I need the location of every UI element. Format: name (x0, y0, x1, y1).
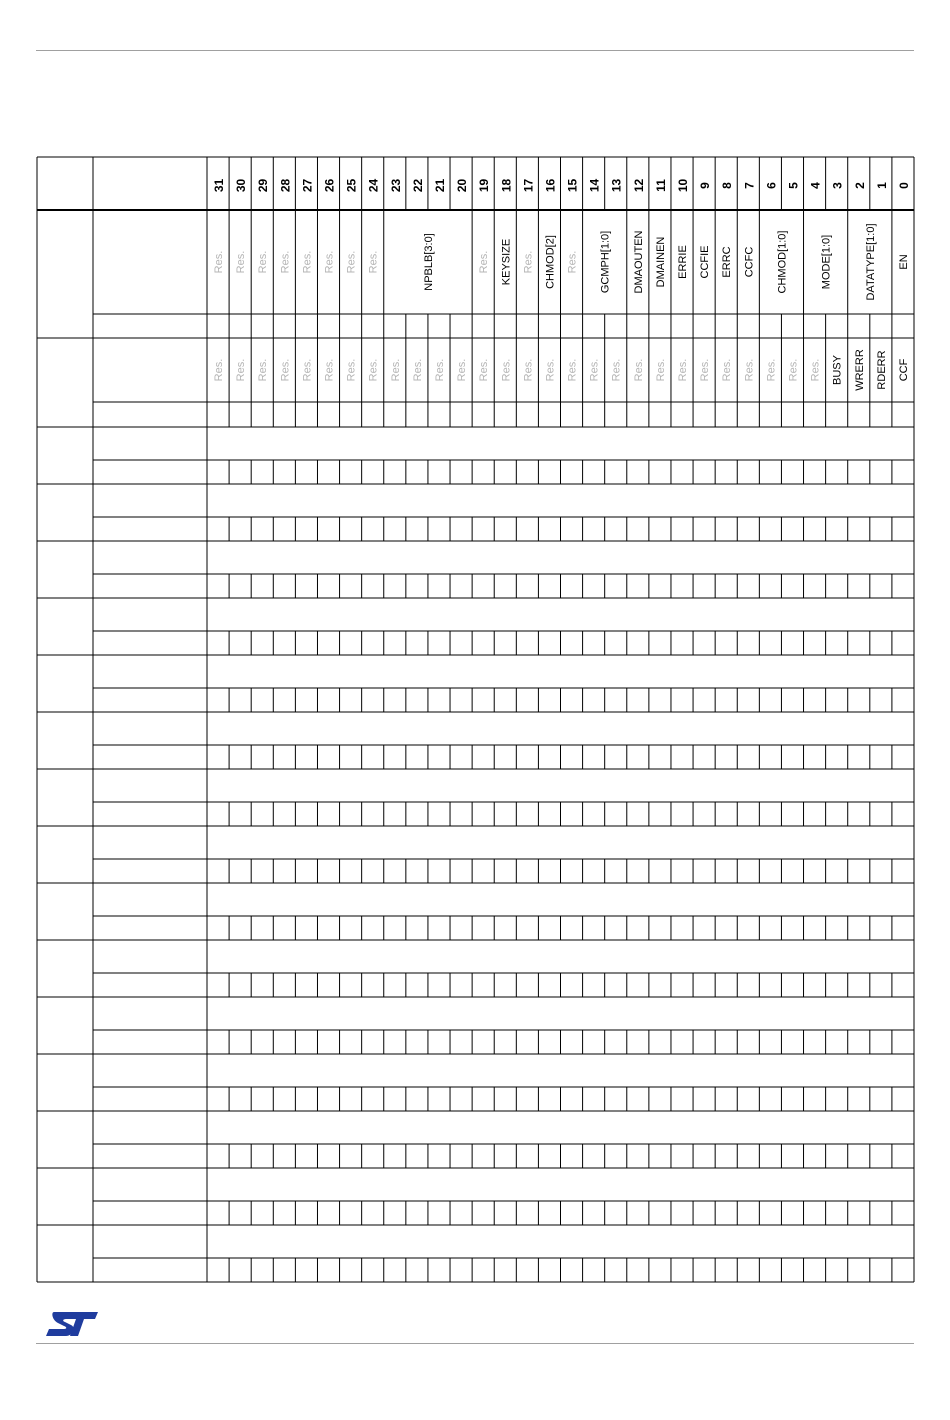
bit-number-label: 12 (631, 178, 646, 193)
field-label: GCMPH[1:0] (599, 230, 612, 294)
field-label: CCFC (743, 246, 756, 278)
field-label: DATATYPE[1:0] (864, 223, 877, 301)
reserved-field-label: Res. (279, 358, 292, 382)
reserved-field-label: Res. (588, 358, 601, 382)
reserved-field-label: Res. (433, 358, 446, 382)
bit-number-label: 15 (565, 178, 580, 193)
bit-number-label: 31 (212, 178, 227, 193)
reserved-field-label: Res. (235, 250, 248, 274)
reserved-field-label: Res. (213, 250, 226, 274)
bit-number-label: 8 (720, 182, 735, 189)
reserved-field-label: Res. (566, 358, 579, 382)
field-label: ERRIE (677, 245, 690, 279)
reserved-field-label: Res. (345, 358, 358, 382)
reserved-field-label: Res. (632, 358, 645, 382)
reserved-field-label: Res. (522, 250, 535, 274)
field-label: BUSY (831, 355, 844, 385)
bit-number-label: 1 (874, 182, 889, 189)
bit-number-label: 4 (808, 182, 823, 189)
reserved-field-label: Res. (213, 358, 226, 382)
bit-number-label: 20 (455, 178, 470, 193)
bit-number-label: 19 (477, 178, 492, 193)
reserved-field-label: Res. (301, 250, 314, 274)
bit-number-label: 13 (609, 178, 624, 193)
bit-number-label: 27 (300, 178, 315, 193)
bit-number-label: 17 (521, 178, 536, 193)
reserved-field-label: Res. (235, 358, 248, 382)
reserved-field-label: Res. (456, 358, 469, 382)
bit-number-label: 0 (896, 182, 911, 189)
reserved-field-label: Res. (677, 358, 690, 382)
bit-number-label: 16 (543, 178, 558, 193)
reserved-field-label: Res. (323, 358, 336, 382)
field-label: DMAINEN (654, 236, 667, 288)
bit-number-label: 14 (587, 178, 602, 193)
reserved-field-label: Res. (323, 250, 336, 274)
reserved-field-label: Res. (301, 358, 314, 382)
st-logo-icon (44, 1310, 100, 1340)
reserved-field-label: Res. (721, 358, 734, 382)
reserved-field-label: Res. (566, 250, 579, 274)
field-label: CHMOD[1:0] (776, 230, 789, 294)
reserved-field-label: Res. (367, 358, 380, 382)
bit-number-label: 29 (256, 178, 271, 193)
reserved-field-label: Res. (367, 250, 380, 274)
field-label: EN (897, 254, 910, 270)
field-label: CCFIE (699, 245, 712, 279)
field-label: CHMOD[2] (544, 235, 557, 289)
bit-number-label: 21 (432, 178, 447, 193)
field-label: MODE[1:0] (820, 234, 833, 290)
bit-number-label: 3 (830, 182, 845, 189)
bit-number-label: 23 (388, 178, 403, 193)
reserved-field-label: Res. (809, 358, 822, 382)
field-label: NPBLB[3:0] (422, 233, 435, 291)
bit-number-label: 7 (742, 182, 757, 189)
footer-rule (36, 1343, 914, 1344)
reserved-field-label: Res. (345, 250, 358, 274)
reserved-field-label: Res. (787, 358, 800, 382)
reserved-field-label: Res. (478, 250, 491, 274)
reserved-field-label: Res. (411, 358, 424, 382)
reserved-field-label: Res. (389, 358, 402, 382)
reserved-field-label: Res. (610, 358, 623, 382)
reserved-field-label: Res. (257, 250, 270, 274)
field-label: CCF (897, 358, 910, 382)
bit-number-label: 2 (852, 182, 867, 189)
reserved-field-label: Res. (544, 358, 557, 382)
bit-number-label: 9 (698, 182, 713, 189)
bit-number-label: 22 (410, 178, 425, 193)
field-label: WRERR (853, 349, 866, 391)
reserved-field-label: Res. (279, 250, 292, 274)
reserved-field-label: Res. (500, 358, 513, 382)
bit-number-label: 28 (278, 178, 293, 193)
field-label: DMAOUTEN (632, 230, 645, 294)
reserved-field-label: Res. (522, 358, 535, 382)
bit-number-label: 10 (676, 178, 691, 193)
bit-number-label: 30 (234, 178, 249, 193)
bit-number-label: 18 (499, 178, 514, 193)
field-label: KEYSIZE (500, 238, 513, 286)
bit-number-label: 26 (322, 178, 337, 193)
reserved-field-label: Res. (765, 358, 778, 382)
bit-number-label: 6 (764, 182, 779, 189)
bit-number-label: 5 (786, 182, 801, 189)
reserved-field-label: Res. (699, 358, 712, 382)
bit-number-label: 25 (344, 178, 359, 193)
bit-number-label: 11 (653, 179, 668, 192)
reserved-field-label: Res. (743, 358, 756, 382)
reserved-field-label: Res. (478, 358, 491, 382)
field-label: ERRC (721, 246, 734, 278)
field-label: RDERR (875, 350, 888, 390)
reserved-field-label: Res. (257, 358, 270, 382)
reserved-field-label: Res. (654, 358, 667, 382)
bit-number-label: 24 (366, 178, 381, 193)
